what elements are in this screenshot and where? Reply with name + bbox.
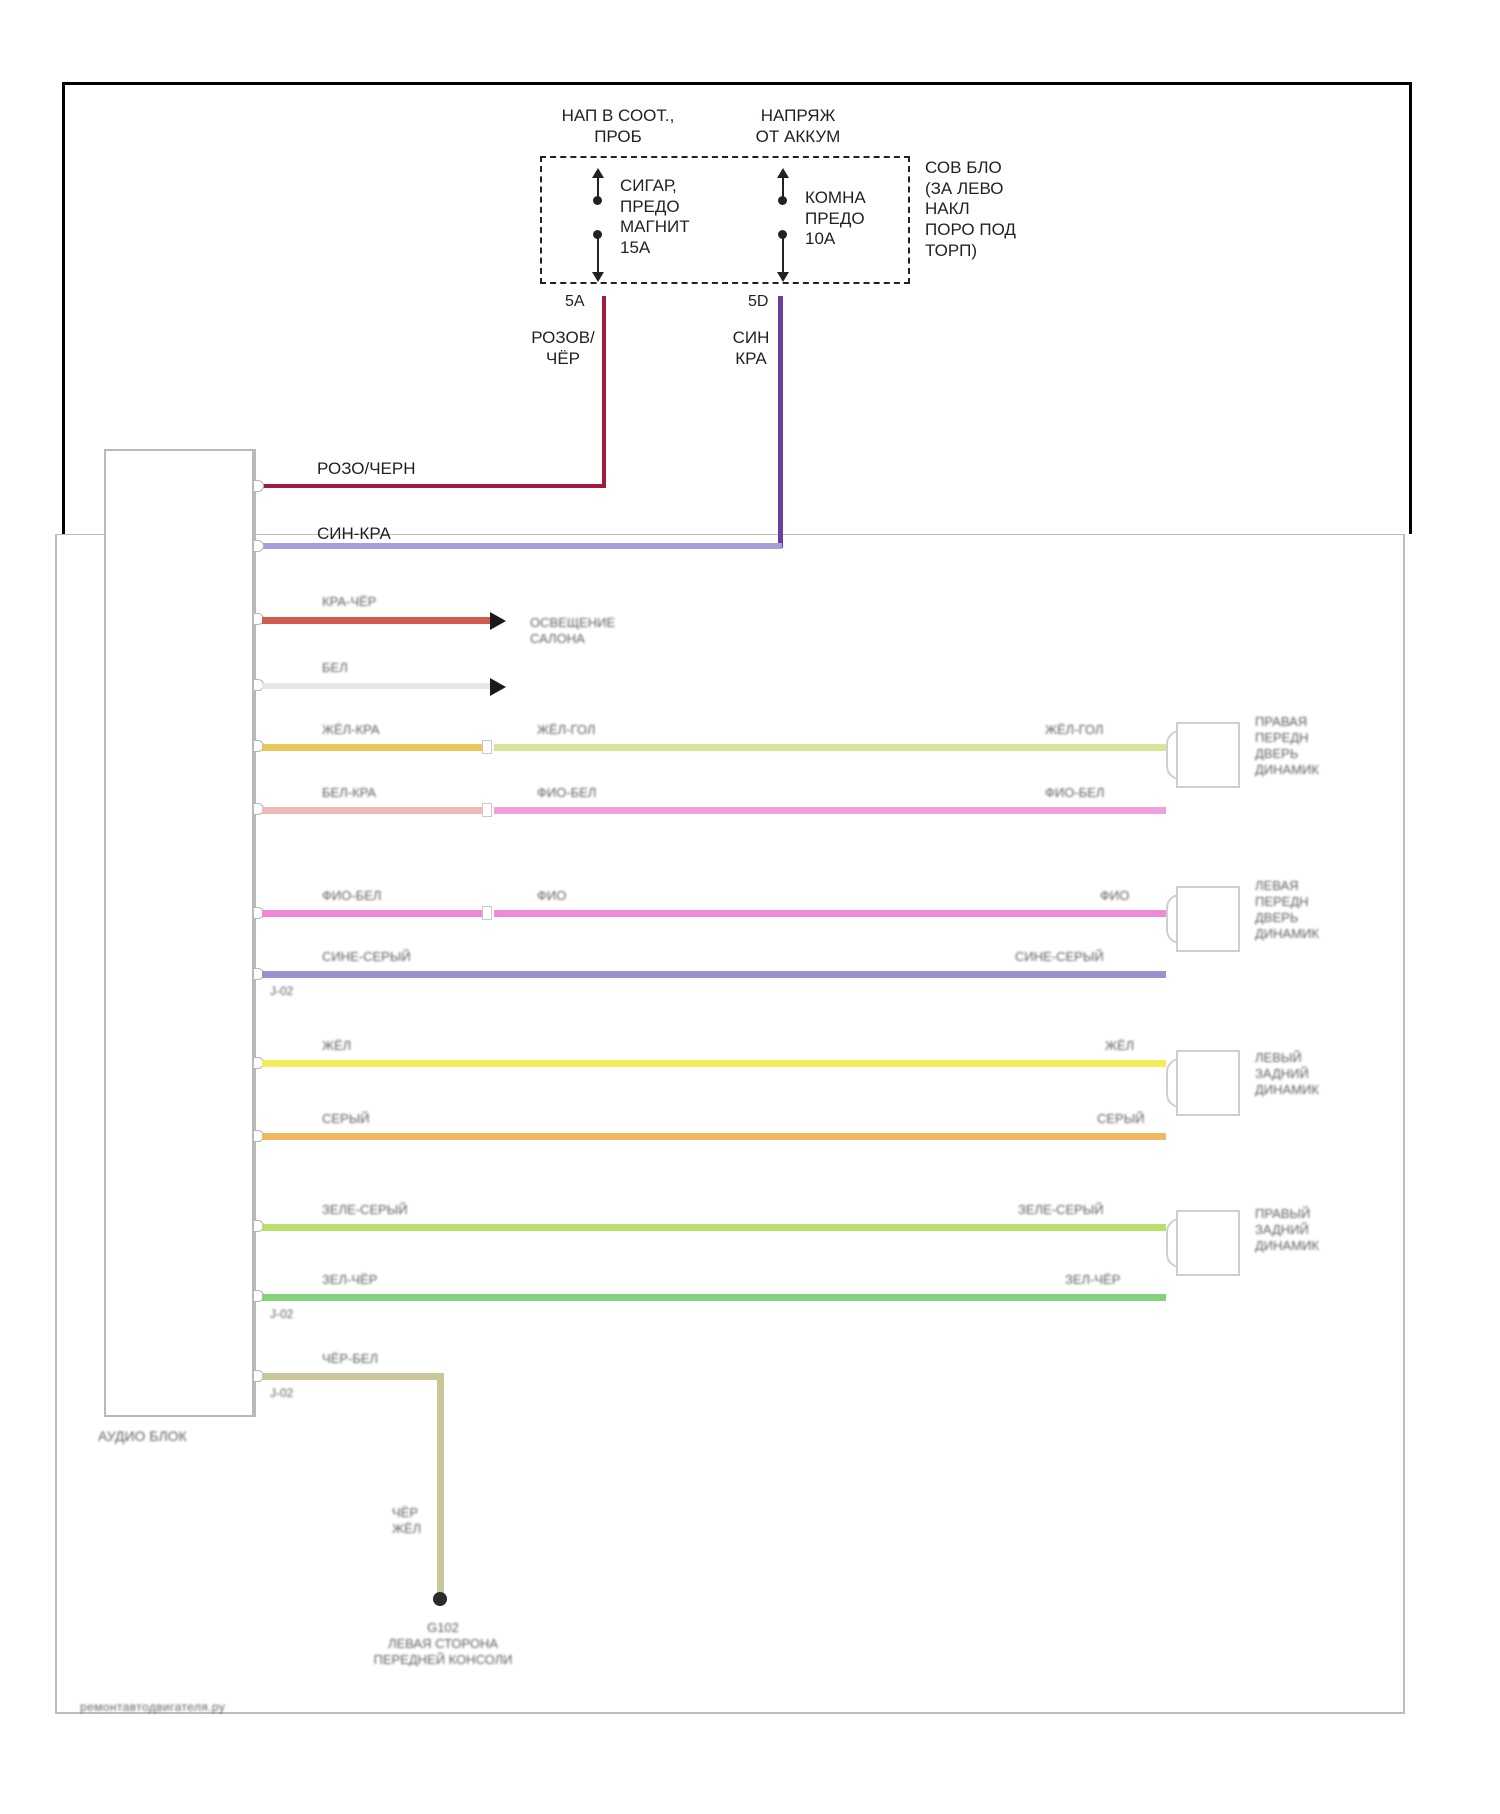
diagram-frame-top — [62, 82, 1412, 534]
speaker-left-front-label: ЛЕВАЯ ПЕРЕДН ДВЕРЬ ДИНАМИК — [1255, 878, 1319, 941]
wire-pink-black-horizontal — [262, 484, 606, 488]
wire-label-fio-bel-2: ФИО-БЕЛ — [322, 888, 382, 903]
wire-label-fio-mid: ФИО — [537, 888, 567, 903]
connector-tag-1: J-02 — [270, 984, 294, 998]
wire-label-seryi-far: СЕРЫЙ — [1097, 1111, 1145, 1126]
fuse-1-arrow-up — [592, 168, 604, 178]
wire-fio — [494, 910, 1166, 917]
radio-input-2-label: СИН-КРА — [317, 524, 391, 543]
fusebox-note-right: НАПРЯЖ ОТ АККУМ — [755, 106, 841, 146]
wire-label-yel-gol-mid: ЖЁЛ-ГОЛ — [537, 722, 596, 737]
connector-tag-3: J-02 — [270, 1386, 294, 1400]
wire-label-sine-seryi-far: СИНЕ-СЕРЫЙ — [1015, 949, 1104, 964]
diagram-frame-bottom — [55, 534, 1405, 1714]
fuse-2-label: КОМНА ПРЕДО 10А — [805, 188, 866, 249]
wire-ground-drop — [437, 1373, 444, 1597]
wire-label-zel-cher-far: ЗЕЛ-ЧЁР — [1065, 1272, 1121, 1287]
speaker-body — [1176, 886, 1240, 952]
fuse-1-pin: 5A — [565, 293, 585, 310]
ground-label: G102 ЛЕВАЯ СТОРОНА ПЕРЕДНЕЙ КОНСОЛИ — [373, 1620, 513, 1667]
wire-label-zel-cher: ЗЕЛ-ЧЁР — [322, 1272, 378, 1287]
wire-label-yel: ЖЁЛ — [322, 1038, 352, 1053]
wire-zel-cher — [262, 1294, 1166, 1301]
wire-sine-seryi — [262, 971, 1166, 978]
wire-label-fio-bel-far: ФИО-БЕЛ — [1045, 785, 1105, 800]
speaker-body — [1176, 1210, 1240, 1276]
fuse-2-arrow-down — [777, 272, 789, 282]
illumination-label: ОСВЕЩЕНИЕ САЛОНА — [530, 615, 616, 646]
audio-unit-label: АУДИО БЛОК — [98, 1428, 187, 1444]
watermark: ремонтавтодвигателя.ру — [80, 1700, 226, 1714]
fuse-1-dot-top — [593, 196, 602, 205]
wire-fio-bel — [494, 807, 1166, 814]
wire-label-zele-seryi: ЗЕЛЕ-СЕРЫЙ — [322, 1202, 408, 1217]
inline-connector-2 — [482, 803, 492, 817]
wire-pink-black-label: РОЗОВ/ ЧЁР — [531, 328, 595, 368]
wire-label-bel-kra: БЕЛ-КРА — [322, 785, 377, 800]
wire-yel-gol — [494, 744, 1166, 751]
speaker-right-rear-label: ПРАВЫЙ ЗАДНИЙ ДИНАМИК — [1255, 1206, 1319, 1253]
ground-wire-label: ЧЁР ЖЁЛ — [392, 1505, 422, 1536]
wire-label-kra-cher: КРА-ЧЁР — [322, 594, 377, 609]
wire-label-fio-bel-mid: ФИО-БЕЛ — [537, 785, 597, 800]
speaker-right-front-label: ПРАВАЯ ПЕРЕДН ДВЕРЬ ДИНАМИК — [1255, 714, 1319, 777]
inline-connector-1 — [482, 740, 492, 754]
wire-label-yel-gol-far: ЖЁЛ-ГОЛ — [1045, 722, 1104, 737]
wire-zele-seryi — [262, 1224, 1166, 1231]
speaker-left-rear — [1166, 1050, 1240, 1116]
audio-unit — [104, 449, 254, 1417]
wire-label-yel-far: ЖЁЛ — [1105, 1038, 1135, 1053]
wire-label-sine-seryi: СИНЕ-СЕРЫЙ — [322, 949, 411, 964]
wire-label-seryi: СЕРЫЙ — [322, 1111, 370, 1126]
speaker-right-rear — [1166, 1210, 1240, 1276]
wire-blue-red-label: СИН КРА — [732, 328, 770, 368]
wire-label-zele-seryi-far: ЗЕЛЕ-СЕРЫЙ — [1018, 1202, 1104, 1217]
fuse-1-arrow-down — [592, 272, 604, 282]
fusebox-side-label: СОВ БЛО (ЗА ЛЕВО НАКЛ ПОРО ПОД ТОРП) — [925, 158, 1016, 260]
arrow-bel — [490, 678, 506, 696]
wire-kra-cher — [262, 617, 492, 624]
wire-bel-kra — [262, 807, 484, 814]
inline-connector-3 — [482, 906, 492, 920]
wire-fio-bel-2 — [262, 910, 484, 917]
radio-input-1-label: РОЗО/ЧЕРН — [317, 459, 416, 478]
wire-label-fio-far: ФИО — [1100, 888, 1130, 903]
speaker-body — [1176, 1050, 1240, 1116]
wire-yel — [262, 1060, 1166, 1067]
wire-pink-black — [602, 296, 606, 488]
wire-cher-bel — [262, 1373, 444, 1380]
radio-bus — [253, 449, 256, 1417]
wire-seryi — [262, 1133, 1166, 1140]
ground-point — [433, 1592, 447, 1606]
wire-bel — [262, 683, 492, 689]
wire-yel-kra — [262, 744, 484, 751]
connector-tag-2: J-02 — [270, 1307, 294, 1321]
fuse-2-pin: 5D — [748, 293, 769, 310]
speaker-right-front — [1166, 722, 1240, 788]
speaker-left-front — [1166, 886, 1240, 952]
wire-label-yel-kra: ЖЁЛ-КРА — [322, 722, 380, 737]
fusebox-note-left: НАП В СООТ., ПРОБ — [561, 106, 675, 146]
fuse-2-dot-top — [778, 196, 787, 205]
fuse-2-arrow-up — [777, 168, 789, 178]
arrow-illumination — [490, 612, 506, 630]
fuse-1-label: СИГАР, ПРЕДО МАГНИТ 15А — [620, 176, 690, 258]
speaker-left-rear-label: ЛЕВЫЙ ЗАДНИЙ ДИНАМИК — [1255, 1050, 1319, 1097]
speaker-body — [1176, 722, 1240, 788]
wire-label-bel: БЕЛ — [322, 660, 348, 675]
wire-label-cher-bel: ЧЁР-БЕЛ — [322, 1351, 379, 1366]
